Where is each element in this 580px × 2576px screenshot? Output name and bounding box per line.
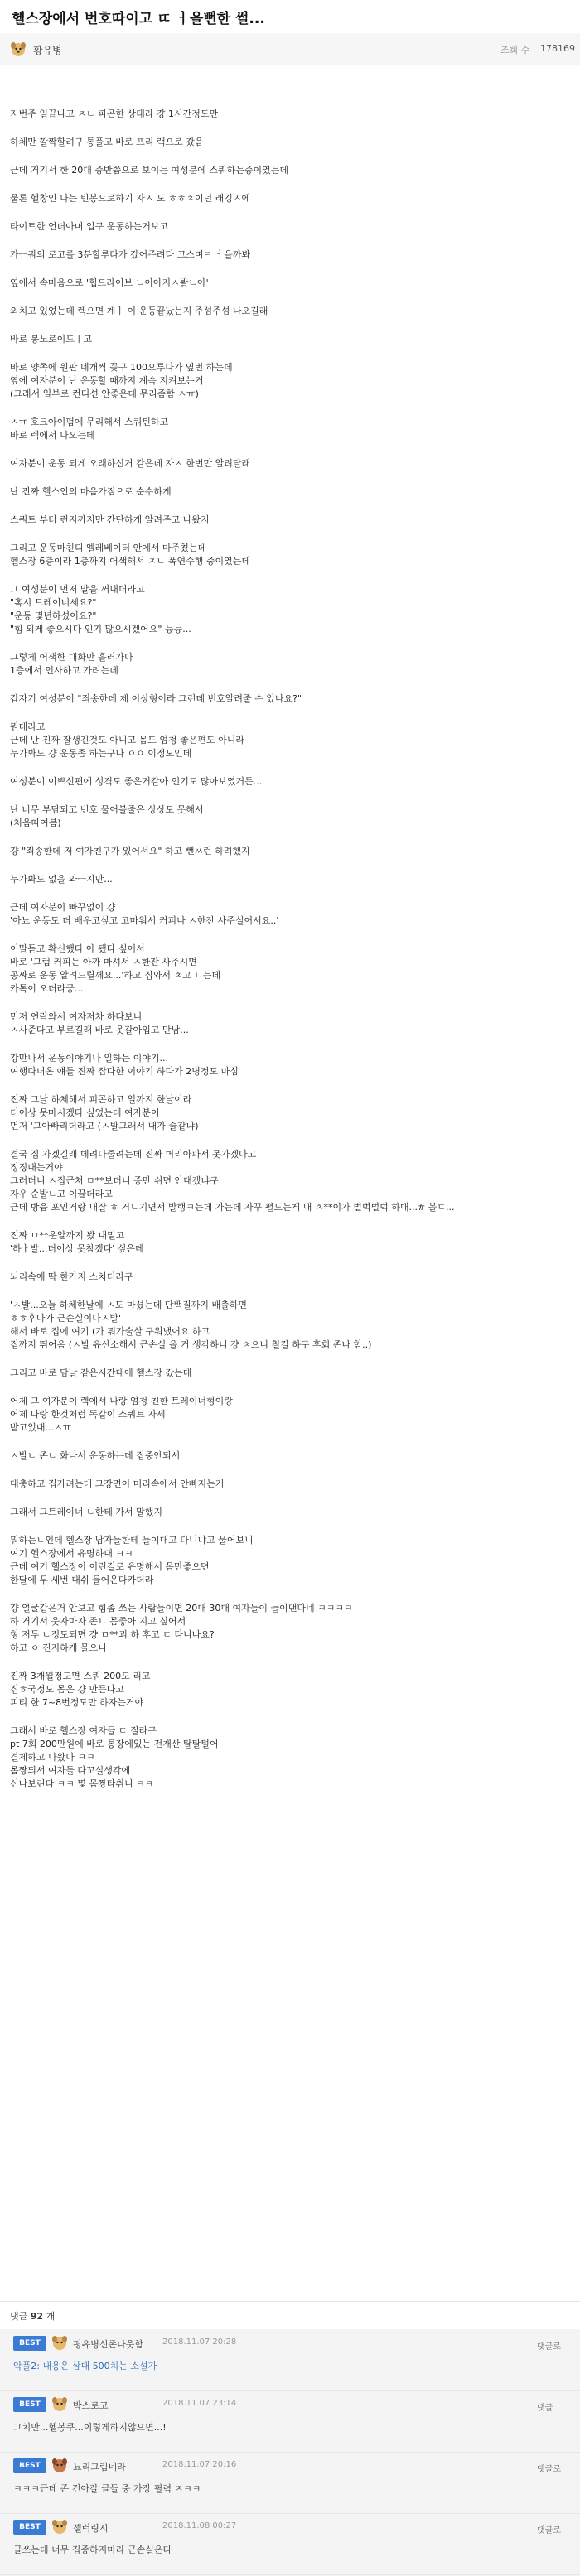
post-paragraph: 뭐하는ㄴ인데 헬스장 남자들한테 들이대고 다니냐고 물어보니 여기 헬스장에서 유명하대 ㅋㅋ 근데 여기 헬스장이 이런걸로 유명해서 몸만좋으면 한달에 두 세번 대쉬 들어온다카더라 xyxy=(10,1535,254,1585)
post-paragraph: 여성분이 이쁘신편에 성격도 좋은거같아 인기도 많아보였거든... xyxy=(10,776,263,787)
post-paragraph: 강만나서 운동이야기나 일하는 이야기... 여행다녀온 얘들 진짜 잡다한 이야기 하다가 2병정도 마심 xyxy=(10,1053,239,1077)
comment-text: ㅋㅋㅋ근데 존 건아갈 글들 중 가장 필력 ㅈㅋㅋ xyxy=(13,2483,201,2494)
post-paragraph: 갑자기 여성분이 "죄송한데 제 이상형이라 그런데 번호알려줄 수 있나요?" xyxy=(10,693,302,704)
post-paragraph: 난 너무 부담되고 번호 물어볼줄은 상상도 못해서 (처음따여봄) xyxy=(10,804,204,828)
post-paragraph: 하체만 깔짝할려구 통풀고 바로 프리 랙으로 갔음 xyxy=(10,137,204,147)
dog-avatar-icon xyxy=(51,2518,68,2535)
post-paragraph: 타이트한 언더아머 입구 운동하는거보고 xyxy=(10,221,169,232)
post-paragraph: 그 여성분이 먼저 말을 꺼내더라고 "혹시 트레이너세요?" "운동 몇년하셨어요?" "힘 되게 좋으시다 인기 많으시겠어요" 등등... xyxy=(10,584,191,634)
post-paragraph: 난 진짜 헬스인의 마음가짐으로 순수하게 xyxy=(10,486,172,497)
post-paragraph: 저번주 일끝나고 ㅈㄴ 피곤한 상태라 걍 1시간정도만 xyxy=(10,109,219,119)
comment-author[interactable]: 셀럭링시 xyxy=(73,2523,109,2534)
post-paragraph: 근데 거기서 한 20대 중반쯤으로 보이는 여성분에 스쿼하는중이였는데 xyxy=(10,165,288,176)
comments-divider xyxy=(0,2301,580,2302)
comments-list xyxy=(0,2329,580,2576)
post-paragraph: ㅅㅠ 호크아이펌에 무리해서 스쿼틴하고 바로 렉에서 나오는데 xyxy=(10,417,169,441)
comment-text: 글쓰는데 너무 집중하지마라 근손실온다 xyxy=(13,2545,172,2555)
comment-item xyxy=(0,2452,580,2514)
post-paragraph: 누가봐도 없을 와ㅡ지만... xyxy=(10,874,113,885)
comment-date: 2018.11.08 00:27 xyxy=(162,2521,237,2530)
comment-text: 그치만...헬봉쿠...이렇게하지않으면...! xyxy=(13,2422,167,2433)
post-paragraph: 어제 그 여자분이 렉에서 나랑 엄청 친한 트레이너형이랑 어제 나랑 한것처럼 똑같이 스쿼트 자세 받고있대...ㅅㅠ xyxy=(10,1396,233,1433)
best-badge: BEST xyxy=(13,2520,46,2535)
post-paragraph: 그리고 운동마친디 엘레베이터 안에서 마주쳤는데 헬스장 6층이라 1층까지 어색해서 ㅈㄴ 폭연수행 중이였는데 xyxy=(10,543,250,567)
post-paragraph: 결국 집 가겠길래 데려다줄려는데 진짜 머리아파서 못가겠다고 징징대는거야 그러더니 ㅅ집근처 ㅁ**보더니 종만 쉬면 안대겠냐구 자우 순발ㄴ고 이끌더라고 근데 방음 포인거랑 내잘 ㅎ 거ㄴ기면서 발행ㅋ는데 가는데 자꾸 펼도는게 내 ㅊ**이가 벌벅벌벅 하대...# 볼ㄷ... xyxy=(10,1149,455,1213)
best-badge: BEST xyxy=(13,2336,46,2351)
post-paragraph: 그래서 바로 헬스장 여자들 ㄷ 질라구 pt 7회 200만원에 바로 통장에있는 전재산 탈탈털어 결제하고 나왔다 ㅋㅋ 몸짱되서 여자들 다꼬실생각에 신나보린다 ㅋㅋ 몇 몸짱타취니 ㅋㅋ xyxy=(10,1725,219,1789)
post-paragraph: 대충하고 집가려는데 그장면이 머리속에서 안빠지는거 xyxy=(10,1479,225,1489)
post-paragraph: 'ㅅ발...오늘 하체한날에 ㅅ도 마셨는데 단백질까지 배출하면 ㅎㅎ후다가 근손실이다ㅅ발' 해서 바로 집에 여기 (가 뭐가술살 구워냈어요 하고 집까지 뛰어옴 (ㅅ발 유산소해서 근손실 올 거 생각하니 걍 ㅊ으니 칠컬 하구 후회 존나 함..) xyxy=(10,1300,372,1350)
post-paragraph: 그래서 그트레이너 ㄴ한테 가서 말했지 xyxy=(10,1507,163,1517)
post-paragraph: 뇌리속에 딱 한가지 스치더라구 xyxy=(10,1271,133,1282)
post-paragraph: 뭔데라고 근데 난 진짜 잘생긴것도 아니고 몸도 엄청 좋은편도 아니라 누가봐도 걍 운동좀 하는구나 ㅇㅇ 이정도인데 xyxy=(10,721,244,759)
comment-text: 악플2: 내용은 삼대 500치는 소설가 xyxy=(13,2361,157,2371)
best-badge: BEST xyxy=(13,2458,46,2473)
post-paragraph: ㅅ발ㄴ 존ㄴ 화나서 운동하는데 집중안되서 xyxy=(10,1450,181,1461)
comment-item xyxy=(0,2329,580,2391)
comment-date: 2018.11.07 23:14 xyxy=(162,2399,237,2408)
post-paragraph: 옆에서 속마음으로 '힙드라이브 ㄴ이아지ㅅ봘ㄴ아' xyxy=(10,277,209,288)
dog-avatar-icon[interactable] xyxy=(10,41,27,57)
post-paragraph: 그렇게 어색한 대화만 흘러가다 1층에서 인사하고 가려는데 xyxy=(10,652,133,676)
post-paragraph: 근데 여자분이 빠꾸없이 걍 '아뇨 운동도 더 배우고싶고 고마워서 커피나 ㅅ한잔 사주실어서요..' xyxy=(10,902,279,926)
views-count: 178169 xyxy=(540,43,575,54)
comment-date: 2018.11.07 20:16 xyxy=(162,2460,237,2469)
dog-avatar-icon xyxy=(51,2457,68,2473)
dog-avatar-icon xyxy=(51,2395,68,2412)
post-paragraph: 그리고 바로 담날 같은시간대에 헬스장 갔는데 xyxy=(10,1368,192,1378)
post-title: 헬스장에서 번호따이고 ㄸ ㅓ을뻔한 썰... xyxy=(12,11,265,27)
views-label: 조회 수 xyxy=(500,45,530,55)
post-author[interactable]: 황유병 xyxy=(33,45,62,56)
post-paragraph: 걍 "죄송한데 저 여자친구가 있어서요" 하고 뺀ㅆ런 하려했지 xyxy=(10,846,250,856)
post-paragraph: 진짜 그날 하체해서 피곤하고 일까지 한날이라 더이상 못마시겠다 싶었는데 여자분이 먼저 '그아빠리더라고 (ㅅ발그래서 내가 술같냐) xyxy=(10,1094,199,1131)
title-bar xyxy=(0,0,580,34)
best-badge: BEST xyxy=(13,2397,46,2412)
comment-item xyxy=(0,2390,580,2453)
comment-author[interactable]: 박스로고 xyxy=(73,2400,109,2411)
reply-button[interactable]: 댓글 xyxy=(537,2404,553,2413)
post-meta-bar xyxy=(0,33,580,65)
post-paragraph: 먼저 연락와서 여자저차 하다보니 ㅅ사준다고 부르길래 바로 옷갈아입고 만남... xyxy=(10,1011,189,1035)
post-paragraph: 진짜 ㅁ**운알까지 봤 내밀고 '하ㅏ발...더이상 못참겠다' 싶은데 xyxy=(10,1230,144,1254)
post-paragraph: 물론 헬창인 나는 빈봉으로하기 자ㅅ 도 ㅎㅎㅊ이던 래깅ㅅ에 xyxy=(10,193,251,204)
comment-author[interactable]: 평유병신존나웃함 xyxy=(73,2339,144,2350)
post-paragraph: 스쿼트 부터 런지까지만 간단하게 알려주고 나왔지 xyxy=(10,514,210,525)
reply-button[interactable]: 댓글로 xyxy=(537,2342,561,2352)
post-paragraph: 바로 봉노로이드ㅣ고 xyxy=(10,334,93,345)
comment-count-number: 92 xyxy=(30,2311,44,2322)
post-paragraph: 가ㅡ쿼의 로고를 3분할루다가 갔어주려다 고스며ㅋ ㅓ을까봐 xyxy=(10,249,251,260)
dog-avatar-icon xyxy=(51,2334,68,2351)
comment-date: 2018.11.07 20:28 xyxy=(162,2337,237,2347)
reply-button[interactable]: 댓글로 xyxy=(537,2465,561,2474)
post-paragraph: 진짜 3개월정도면 스쿼 200도 리고 집ㅎ국정도 몸은 걍 만든다고 피티 한 7~8번정도만 하자는거야 xyxy=(10,1671,151,1708)
comment-author[interactable]: 뇨리그림네라 xyxy=(73,2462,126,2472)
post-paragraph: 여자분이 운동 되게 오래하신거 같은데 자ㅅ 한번만 알려달래 xyxy=(10,458,251,469)
comment-count-suffix: 개 xyxy=(46,2311,56,2322)
comment-count xyxy=(10,2309,55,2323)
post-body xyxy=(10,108,573,1806)
comment-item xyxy=(0,2513,580,2575)
post-paragraph: 이말듣고 확신했다 아 됐다 싶어서 바로 '그럼 커피는 아까 마셔서 ㅅ한잔 사주시면 공짜로 운동 알려드릴께요...'하고 집와서 ㅊ고 ㄴ는데 카톡이 오더라궁... xyxy=(10,943,221,994)
comment-count-label: 댓글 xyxy=(10,2311,28,2322)
reply-button[interactable]: 댓글로 xyxy=(537,2526,561,2535)
post-paragraph: 걍 얼굴같은거 안보고 힘좀 쓰는 사람들이면 20대 30대 여자들이 들이댄다네 ㅋㅋㅋㅋ 하 거기서 웃자마자 존ㄴ 몸좋아 지고 싶어서 형 저두 ㄴ정도되면 걍 ㅁ**괴 하 후고 ㄷ 다니나요? 하고 ㅇ 진지하게 물으니 xyxy=(10,1603,353,1653)
post-paragraph: 바로 양쪽에 원판 네개씩 꽂구 100으루다가 옆번 하는데 옆에 여자분이 난 운동할 때까지 계속 지켜보는거 (그래서 일부로 컨디션 안좋은데 무리좀함 ㅅㅠ) xyxy=(10,362,233,399)
post-paragraph: 외치고 있었는데 렉으면 계ㅣ 이 운동끝났는지 주섬주섬 나오길래 xyxy=(10,306,268,316)
